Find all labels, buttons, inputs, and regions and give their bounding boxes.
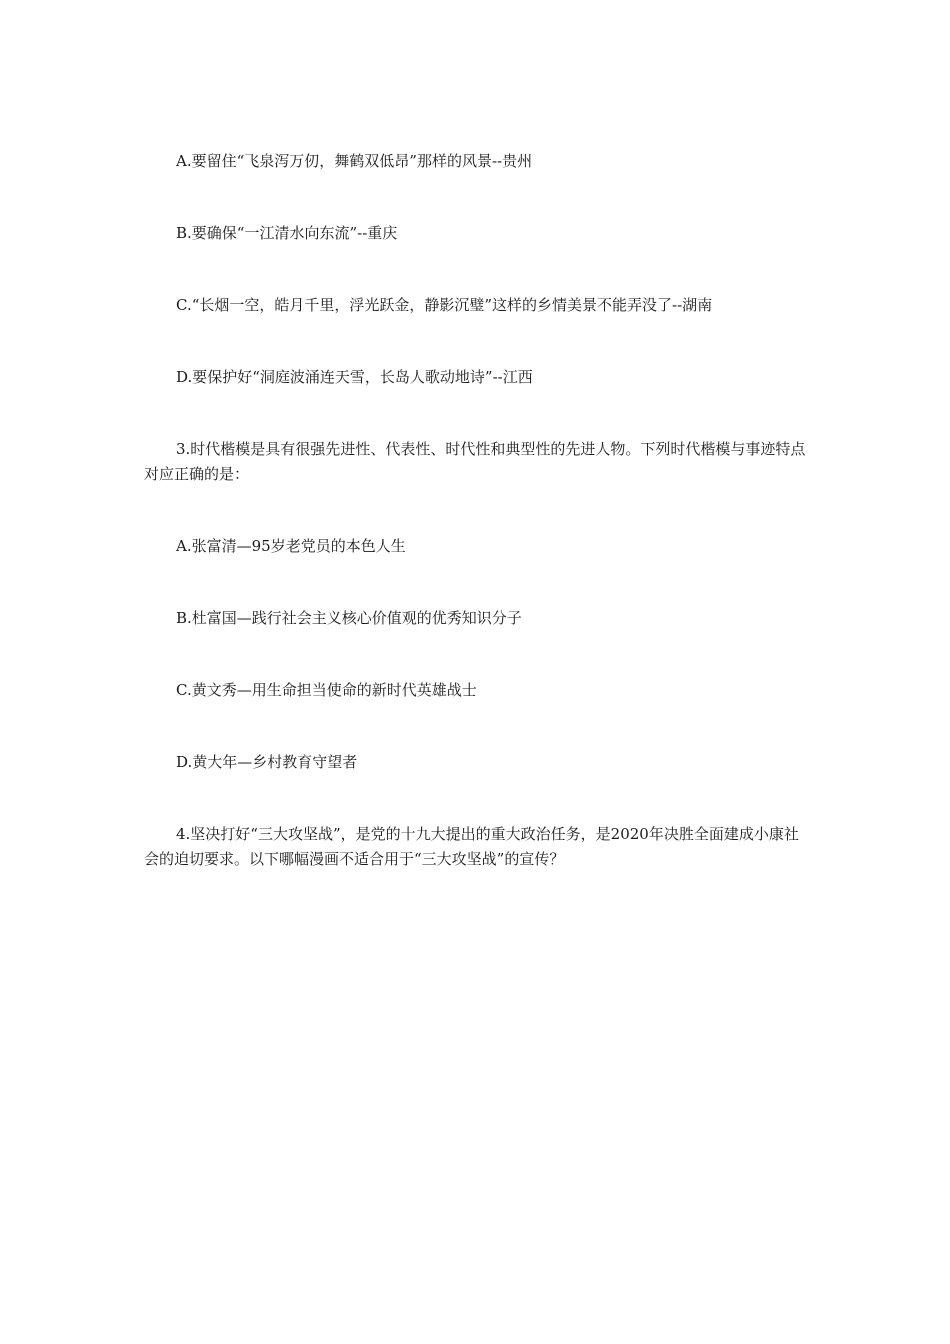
q2-option-d: D.要保护好“洞庭波涌连天雪，长岛人歌动地诗”--江西	[176, 368, 533, 386]
q3-option-c: C.黄文秀—用生命担当使命的新时代英雄战士	[176, 681, 477, 699]
q2-option-a: A.要留住“飞泉泻万仞，舞鹤双低昂”那样的风景--贵州	[176, 152, 533, 170]
q2-option-b: B.要确保“一江清水向东流”--重庆	[176, 224, 398, 242]
q3-option-d: D.黄大年—乡村教育守望者	[176, 753, 358, 771]
q3-stem: 3.时代楷模是具有很强先进性、代表性、时代性和典型性的先进人物。下列时代楷模与事迹特点对应正确的是：	[144, 440, 806, 483]
q3-option-a: A.张富清—95岁老党员的本色人生	[176, 537, 406, 555]
q3-option-b: B.杜富国—践行社会主义核心价值观的优秀知识分子	[176, 609, 522, 627]
q4-stem: 4.坚决打好“三大攻坚战”，是党的十九大提出的重大政治任务，是2020年决胜全面建成小康社会的迫切要求。以下哪幅漫画不适合用于“三大攻坚战”的宣传？	[144, 825, 799, 868]
q2-option-c: C.“长烟一空，皓月千里，浮光跃金，静影沉璧”这样的乡情美景不能弄没了--湖南	[176, 296, 713, 314]
